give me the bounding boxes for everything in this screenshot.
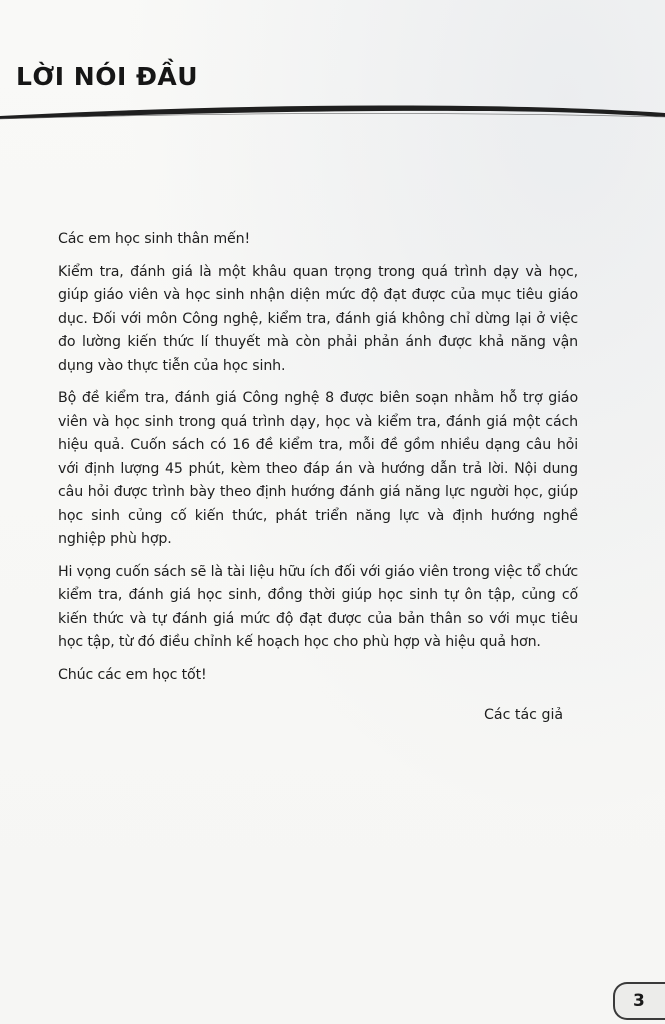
page-number: 3 bbox=[633, 991, 645, 1011]
page-number-tab bbox=[613, 982, 665, 1020]
preface-paragraph: Kiểm tra, đánh giá là một khâu quan trọng trong quá trình dạy và học, giúp giáo viên và học sinh nhận diện mức độ đạt được của mục tiêu giáo dục. Đối với môn Công nghệ, kiểm tra, đánh giá không chỉ dừng lại ở việc đo lường kiến thức lí thuyết mà còn phải phản ánh được khả năng vận dụng vào thực tiễn của học sinh. bbox=[58, 263, 578, 374]
closing-text: Chúc các em học tốt! bbox=[58, 666, 207, 683]
page-title: LỜI NÓI ĐẦU bbox=[16, 62, 199, 91]
preface-paragraph: Bộ đề kiểm tra, đánh giá Công nghệ 8 được biên soạn nhằm hỗ trợ giáo viên và học sinh trong quá trình dạy, học và kiểm tra, đánh giá một cách hiệu quả. Cuốn sách có 16 đề kiểm tra, mỗi đề gồm nhiều dạng câu hỏi với định lượng 45 phút, kèm theo đáp án và hướng dẫn trả lời. Nội dung câu hỏi được trình bày theo định hướng đánh giá năng lực người học, giúp học sinh củng cố kiến thức, phát triển năng lực và định hướng nghề nghiệp phù hợp. bbox=[58, 390, 578, 547]
preface-body bbox=[58, 228, 578, 696]
bleed-through-texture bbox=[80, 760, 600, 916]
preface-paragraph: Hi vọng cuốn sách sẽ là tài liệu hữu ích đối với giáo viên trong việc tổ chức kiểm tra, đánh giá học sinh, đồng thời giúp học sinh tự ôn tập, củng cố kiến thức và tự đánh giá mức độ đạt được của bản thân so với mục tiêu học tập, từ đó điều chỉnh kế hoạch học cho phù hợp và hiệu quả hơn. bbox=[58, 563, 578, 650]
title-underline-swoosh bbox=[0, 96, 665, 136]
greeting-text: Các em học sinh thân mến! bbox=[58, 231, 251, 247]
signature-text: Các tác giả bbox=[484, 707, 564, 723]
